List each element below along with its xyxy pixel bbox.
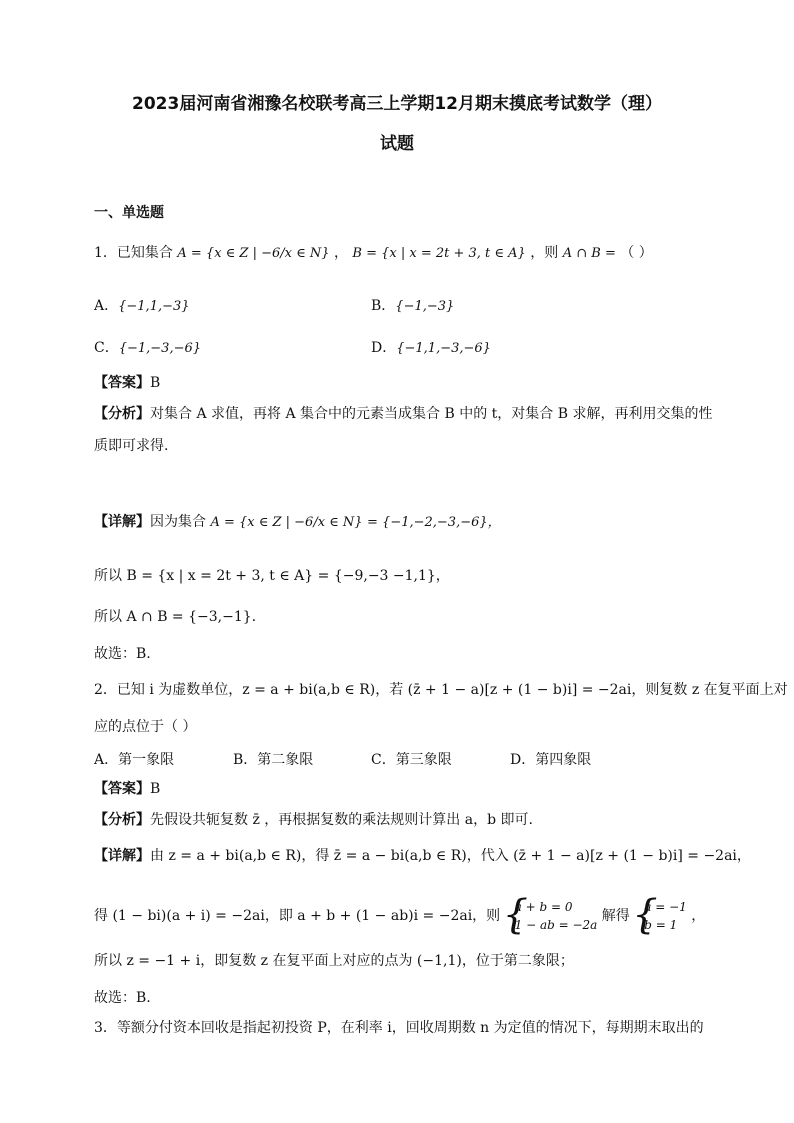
q1-option-d [371, 337, 491, 357]
q3-stem-line1: 3．等额分付资本回收是指起初投资 P，在利率 i，回收周期数 n 为定值的情况下，每期期末取出的 [94, 1020, 704, 1036]
option-value: {−1,−3} [395, 299, 455, 314]
option-value: 第二象限 [257, 752, 314, 768]
q2-detail-line3: 所以 z = −1 + i，即复数 z 在复平面上对应的点为 (−1,1)，位于第二象限； [94, 953, 574, 969]
q2-answer [94, 779, 160, 799]
option-label: B． [233, 752, 258, 768]
q1-option-a [94, 295, 190, 315]
answer-tag: 【答案】 [94, 375, 150, 391]
q2-option-b [233, 749, 313, 769]
q1-option-c [94, 337, 201, 357]
system2-row1: { a = −1 [644, 900, 687, 914]
detail-text: 由 z = a + bi(a,b ∈ R)，得 z̄ = a − bi(a,b ∈ R)，代入 (z̄ + 1 − a)[z + (1 − b)i] = −2ai， [150, 848, 751, 864]
q1-ask: A ∩ B = [562, 246, 616, 261]
q2-option-a [94, 749, 174, 769]
q1-detail-set-a: A = {x ∈ Z | −6/x ∈ N} [210, 515, 363, 530]
q2-option-c [371, 749, 452, 769]
answer-tag: 【答案】 [94, 781, 150, 797]
q1-stem-sep: ， [333, 245, 348, 261]
detail-text: 得 (1 − bi)(a + i) = −2ai，即 a + b + (1 − ab)i = −2ai，则 [94, 908, 501, 924]
q1-stem-prefix: 1．已知集合 [94, 245, 173, 261]
detail-tag: 【详解】 [94, 514, 150, 530]
option-value: 第一象限 [118, 752, 175, 768]
q1-set-b: B = {x | x = 2t + 3, t ∈ A} [352, 246, 526, 261]
q1-option-b [371, 295, 454, 315]
option-label: D． [510, 752, 536, 768]
q2-detail-line1 [94, 846, 751, 866]
equation-system-2 [634, 898, 687, 934]
system2-row2: b = 1 [644, 918, 678, 932]
detail-tag: 【详解】 [94, 848, 150, 864]
q1-detail-line3: 所以 A ∩ B = {−3,−1}. [94, 609, 257, 625]
q2-stem-line2: 应的点位于（ ） [94, 719, 197, 735]
option-label: C． [371, 752, 396, 768]
answer-value: B [150, 781, 161, 797]
option-value: 第四象限 [535, 752, 592, 768]
q2-conclusion: 故选：B. [94, 990, 151, 1006]
analysis-tag: 【分析】 [94, 406, 150, 422]
q2-stem-line1: 2．已知 i 为虚数单位，z = a + bi(a,b ∈ R)，若 (z̄ + 1 − a)[z + (1 − b)i] = −2ai，则复数 z 在复平面上对 [94, 682, 788, 698]
option-label: A． [94, 752, 119, 768]
analysis-text: 对集合 A 求值，再将 A 集合中的元素当成集合 B 中的 t，对集合 B 求解，再利用交集的性 [150, 406, 713, 422]
solve-text: 解得 [601, 908, 630, 924]
q2-analysis [94, 810, 533, 830]
document-title-line2: 试题 [380, 134, 414, 154]
option-label: D． [371, 340, 397, 356]
section-heading: 一、单选题 [94, 205, 164, 221]
q1-stem-then: ，则 [530, 245, 559, 261]
option-label: A． [94, 298, 119, 314]
analysis-text: 先假设共轭复数 z̄ ，再根据复数的乘法规则计算出 a，b 即可. [150, 812, 533, 828]
q1-set-a: A = {x ∈ Z | −6/x ∈ N} [177, 246, 330, 261]
option-value: 第三象限 [395, 752, 452, 768]
option-label: B． [371, 298, 396, 314]
option-value: {−1,1,−3,−6} [396, 341, 491, 356]
q1-conclusion: 故选：B. [94, 646, 151, 662]
q1-detail-result: = {−1,−2,−3,−6}， [367, 515, 501, 530]
detail-text: 因为集合 [150, 514, 206, 530]
system1-row1: { a + b = 0 [514, 900, 573, 914]
system1-row2: 1 − ab = −2a [514, 918, 598, 932]
option-value: {−1,1,−3} [118, 299, 190, 314]
analysis-tag: 【分析】 [94, 812, 150, 828]
q1-analysis-line1 [94, 404, 712, 424]
q2-option-d [510, 749, 591, 769]
q1-analysis-line2: 质即可求得. [94, 438, 169, 454]
trailing-comma: ， [691, 908, 706, 924]
option-label: C． [94, 340, 119, 356]
q1-detail-line2: 所以 B = {x | x = 2t + 3, t ∈ A} = {−9,−3 −1,1}， [94, 568, 450, 584]
answer-value: B [150, 375, 161, 391]
option-value: {−1,−3,−6} [118, 341, 202, 356]
q1-answer [94, 373, 160, 393]
q2-detail-line2 [94, 898, 705, 934]
equation-system-1 [505, 898, 598, 934]
document-title-line1: 2023届河南省湘豫名校联考高三上学期12月期末摸底考试数学（理） [132, 94, 662, 114]
q1-detail-line1 [94, 512, 501, 533]
q1-stem-blank: （ ） [620, 245, 653, 261]
q1-stem [94, 240, 653, 267]
